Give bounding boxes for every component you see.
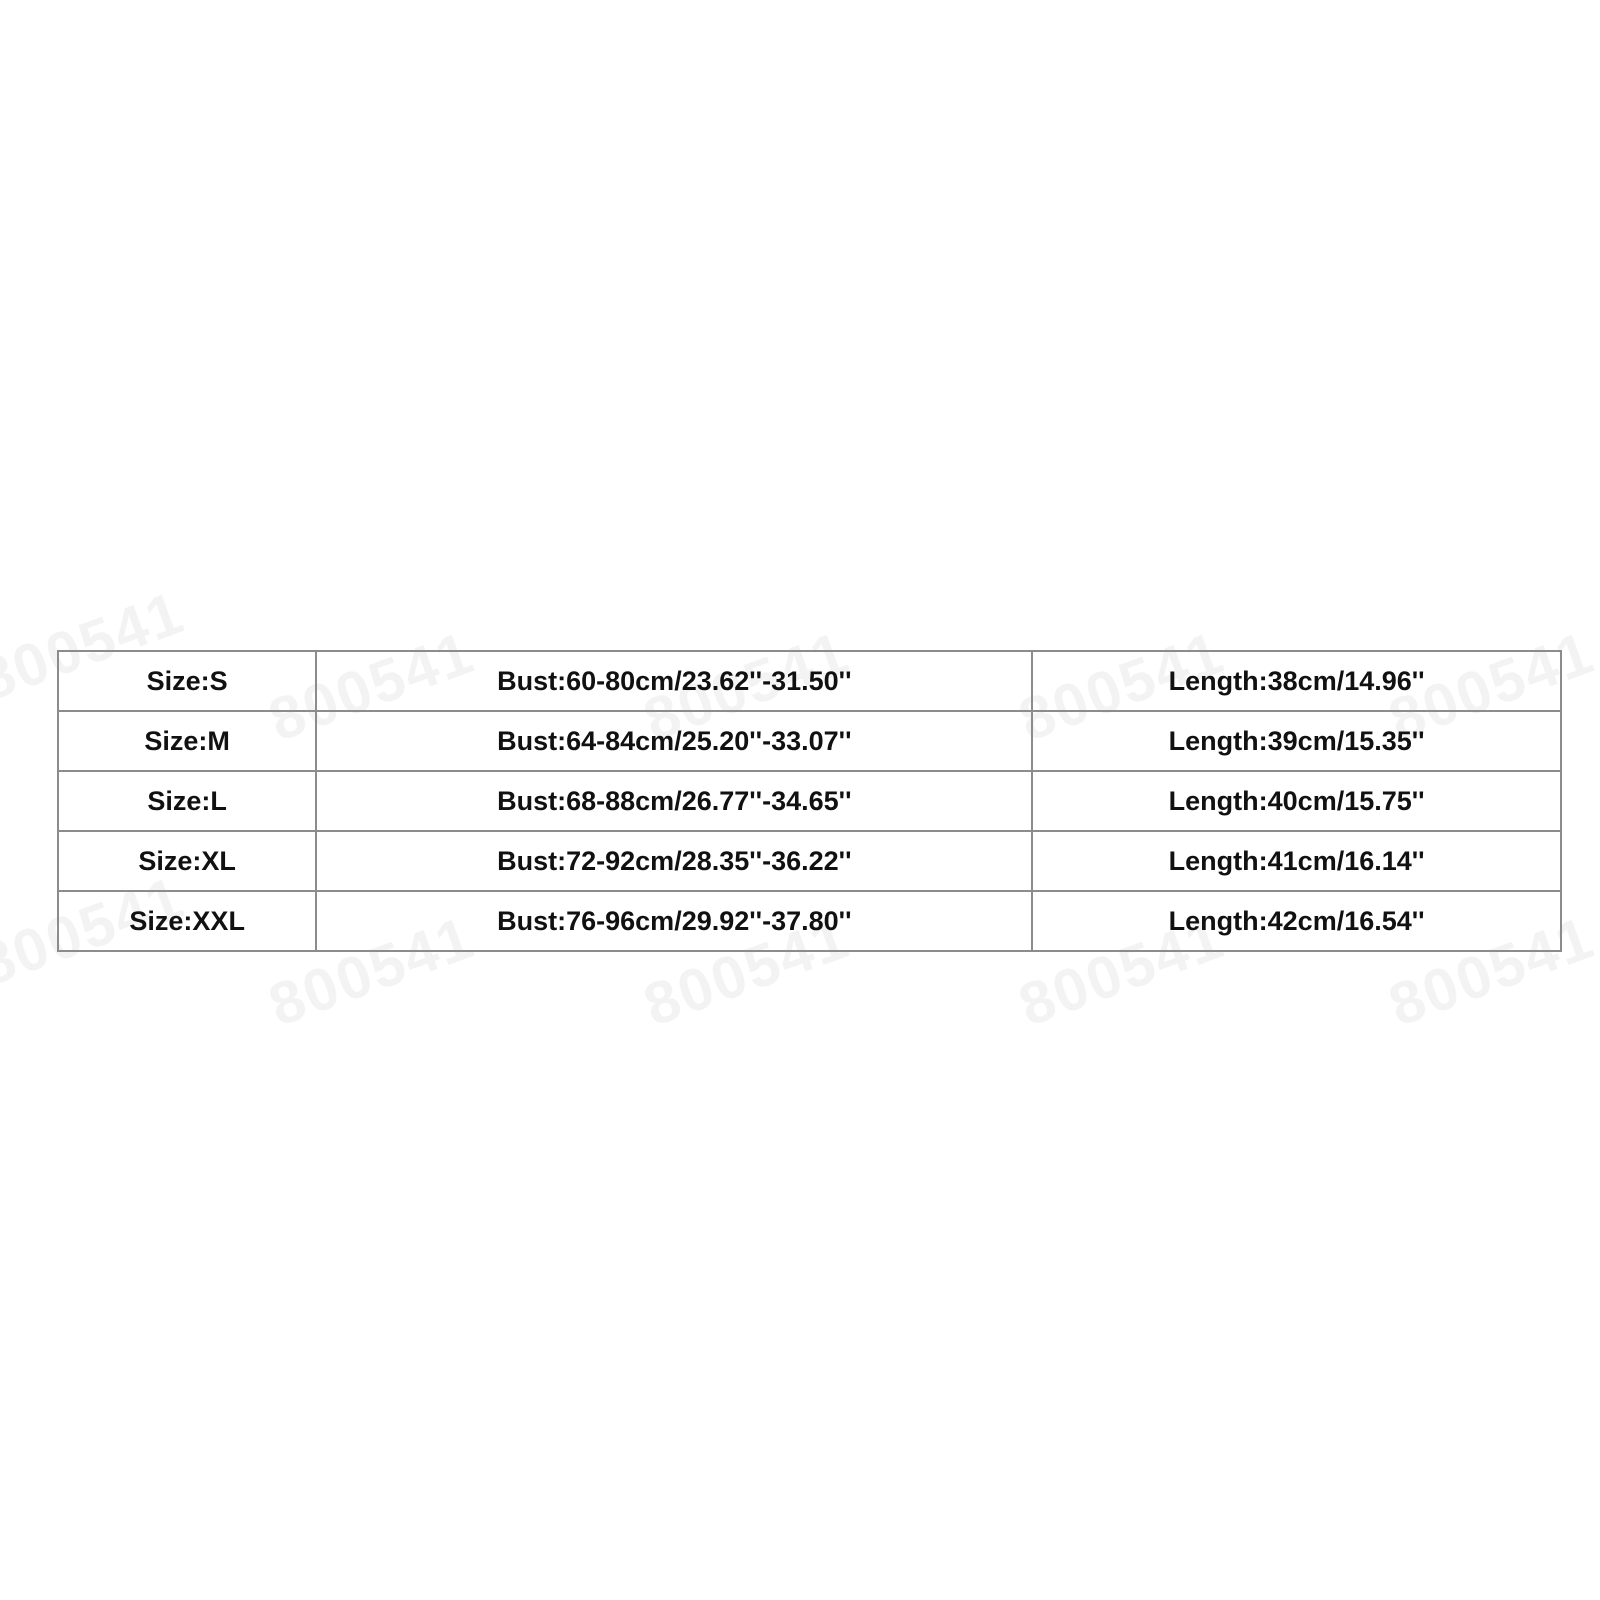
table-row — [58, 831, 1561, 891]
size-cell: Size:XL — [58, 831, 316, 891]
size-cell: Size:L — [58, 771, 316, 831]
length-cell: Length:42cm/16.54'' — [1032, 891, 1561, 951]
size-chart-table — [57, 650, 1562, 952]
length-cell: Length:39cm/15.35'' — [1032, 711, 1561, 771]
size-cell: Size:S — [58, 651, 316, 711]
size-cell: Size:M — [58, 711, 316, 771]
table-row — [58, 651, 1561, 711]
table-row — [58, 891, 1561, 951]
table-row — [58, 711, 1561, 771]
table-row — [58, 771, 1561, 831]
size-cell: Size:XXL — [58, 891, 316, 951]
bust-cell: Bust:68-88cm/26.77''-34.65'' — [316, 771, 1032, 831]
bust-cell: Bust:60-80cm/23.62''-31.50'' — [316, 651, 1032, 711]
bust-cell: Bust:76-96cm/29.92''-37.80'' — [316, 891, 1032, 951]
length-cell: Length:40cm/15.75'' — [1032, 771, 1561, 831]
length-cell: Length:38cm/14.96'' — [1032, 651, 1561, 711]
bust-cell: Bust:72-92cm/28.35''-36.22'' — [316, 831, 1032, 891]
length-cell: Length:41cm/16.14'' — [1032, 831, 1561, 891]
bust-cell: Bust:64-84cm/25.20''-33.07'' — [316, 711, 1032, 771]
